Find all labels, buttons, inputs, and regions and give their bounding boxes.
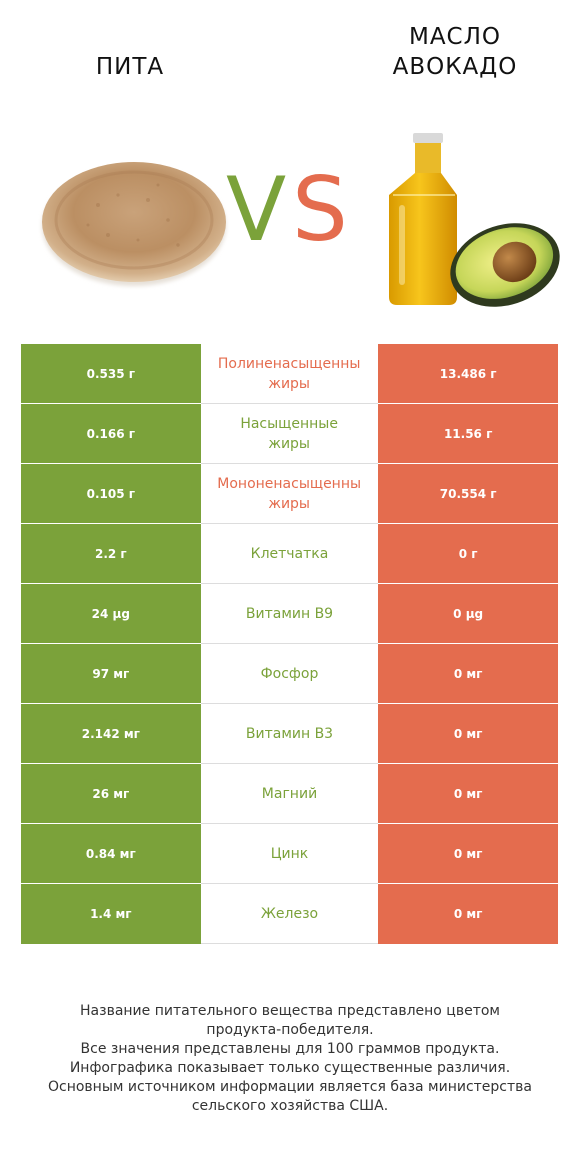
right-title-line-2: АВОКАДО bbox=[392, 54, 518, 80]
right-value: 70.554 г bbox=[378, 464, 558, 524]
table-row bbox=[21, 584, 558, 644]
right-value: 13.486 г bbox=[378, 344, 558, 404]
footer-line: Название питательного вещества представлено цветом bbox=[80, 1003, 500, 1019]
table-row bbox=[21, 344, 558, 404]
table-row bbox=[21, 764, 558, 824]
nutrient-name-line-2: жиры bbox=[268, 375, 310, 392]
vs-letter-s: S bbox=[292, 158, 348, 261]
nutrient-name bbox=[201, 464, 379, 524]
footer-line: Все значения представлены для 100 граммов продукта. bbox=[80, 1041, 500, 1057]
nutrient-name: Витамин B3 bbox=[201, 704, 379, 764]
table-row bbox=[21, 524, 558, 584]
left-value: 2.2 г bbox=[21, 524, 201, 584]
right-value: 0 мг bbox=[378, 644, 558, 704]
footer-line: Основным источником информации является база министерства bbox=[48, 1079, 532, 1095]
right-value: 0 мг bbox=[378, 764, 558, 824]
pita-bread-icon bbox=[38, 150, 230, 290]
table-row bbox=[21, 704, 558, 764]
nutrient-name: Магний bbox=[201, 764, 379, 824]
table-row bbox=[21, 404, 558, 464]
footer-line: Инфографика показывает только существенные различия. bbox=[69, 1060, 511, 1076]
table-row bbox=[21, 644, 558, 704]
right-product-title bbox=[345, 22, 565, 82]
right-value: 0 µg bbox=[378, 584, 558, 644]
left-value: 97 мг bbox=[21, 644, 201, 704]
nutrient-name-line-1: Насыщенные bbox=[240, 415, 338, 432]
left-value: 0.166 г bbox=[21, 404, 201, 464]
left-value: 1.4 мг bbox=[21, 884, 201, 944]
nutrient-name-line-2: жиры bbox=[268, 495, 310, 512]
footer-line: продукта-победителя. bbox=[206, 1022, 374, 1038]
footer-notes bbox=[20, 1002, 560, 1116]
nutrient-comparison-table bbox=[21, 344, 558, 944]
right-value: 0 мг bbox=[378, 704, 558, 764]
left-value: 0.84 мг bbox=[21, 824, 201, 884]
right-value: 0 мг bbox=[378, 824, 558, 884]
left-value: 0.105 г bbox=[21, 464, 201, 524]
right-value: 11.56 г bbox=[378, 404, 558, 464]
table-row bbox=[21, 824, 558, 884]
nutrient-name-line-1: Мононенасыщенны bbox=[217, 475, 362, 492]
nutrient-name-line-2: жиры bbox=[268, 435, 310, 452]
nutrient-name: Клетчатка bbox=[201, 524, 379, 584]
table-row bbox=[21, 464, 558, 524]
left-product-title: ПИТА bbox=[95, 54, 165, 80]
nutrient-name: Витамин B9 bbox=[201, 584, 379, 644]
nutrient-name-line-1: Полиненасыщенны bbox=[217, 355, 361, 372]
left-value: 26 мг bbox=[21, 764, 201, 824]
right-title-line-1: МАСЛО bbox=[408, 24, 502, 50]
nutrient-name bbox=[201, 344, 379, 404]
vs-letter-v: V bbox=[226, 158, 287, 261]
nutrient-name bbox=[201, 404, 379, 464]
right-value: 0 г bbox=[378, 524, 558, 584]
right-value: 0 мг bbox=[378, 884, 558, 944]
nutrient-name: Железо bbox=[201, 884, 379, 944]
table-row bbox=[21, 884, 558, 944]
footer-line: сельского хозяйства США. bbox=[191, 1098, 389, 1114]
nutrient-name: Фосфор bbox=[201, 644, 379, 704]
nutrient-name: Цинк bbox=[201, 824, 379, 884]
left-value: 0.535 г bbox=[21, 344, 201, 404]
avocado-oil-bottle-icon bbox=[385, 125, 560, 310]
left-value: 2.142 мг bbox=[21, 704, 201, 764]
left-value: 24 µg bbox=[21, 584, 201, 644]
